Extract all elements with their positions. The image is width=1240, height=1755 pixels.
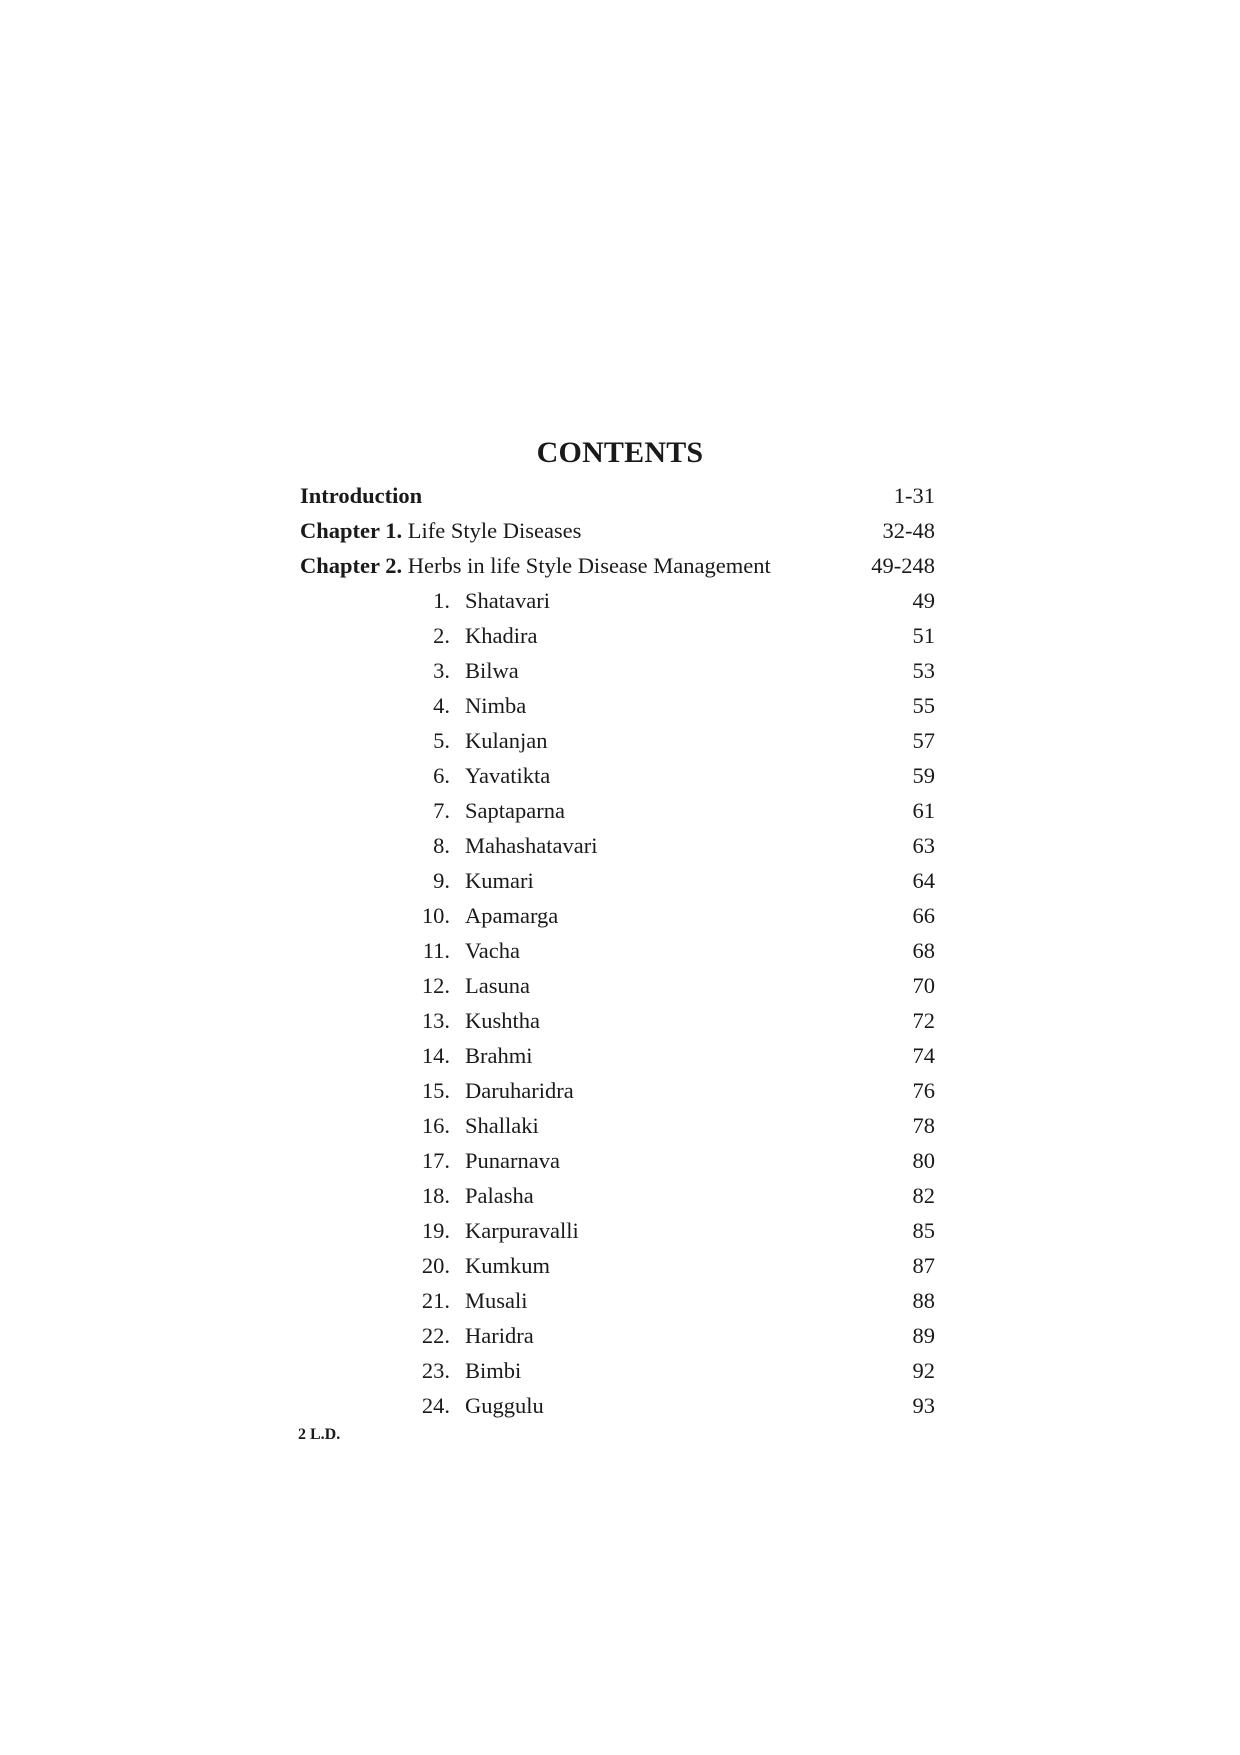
herb-number: 16. <box>421 1113 450 1138</box>
herb-name: Daruharidra <box>465 1078 574 1103</box>
herb-number: 5. <box>433 728 450 753</box>
herb-page-number: 55 <box>912 693 935 718</box>
herb-number: 9. <box>433 868 450 893</box>
herb-name: Khadira <box>465 623 538 648</box>
herb-name: Vacha <box>465 938 520 963</box>
herb-name: Kumkum <box>465 1253 551 1278</box>
herb-name: Kumari <box>465 868 534 893</box>
herb-row <box>300 898 935 933</box>
herb-number: 1. <box>433 588 450 613</box>
herb-number: 23. <box>421 1358 450 1383</box>
herb-row <box>300 933 935 968</box>
toc-row-chapter-1 <box>300 513 935 548</box>
herb-page-number: 49 <box>912 588 935 613</box>
herb-row <box>300 723 935 758</box>
herb-name: Saptaparna <box>465 798 565 823</box>
herb-name: Haridra <box>465 1323 534 1348</box>
herb-name: Shatavari <box>465 588 550 613</box>
toc-entry-pages: 1-31 <box>893 483 935 508</box>
herb-row <box>300 1388 935 1423</box>
herb-number: 22. <box>421 1323 450 1348</box>
herb-row <box>300 1178 935 1213</box>
herb-name: Bilwa <box>465 658 519 683</box>
herb-row <box>300 1038 935 1073</box>
toc-entry-text: Life Style Diseases <box>402 518 582 543</box>
herb-row <box>300 1353 935 1388</box>
herb-name: Musali <box>465 1288 528 1313</box>
herb-name: Lasuna <box>465 973 530 998</box>
herb-row <box>300 688 935 723</box>
herb-number: 20. <box>421 1253 450 1278</box>
herb-page-number: 63 <box>912 833 935 858</box>
toc-entry-bold: Chapter 1. <box>300 518 403 543</box>
toc-entry-bold: Chapter 2. <box>300 553 403 578</box>
herb-number: 13. <box>421 1008 450 1033</box>
herb-page-number: 80 <box>912 1148 935 1173</box>
herb-row <box>300 1108 935 1143</box>
herb-number: 18. <box>421 1183 450 1208</box>
herb-number: 10. <box>421 903 450 928</box>
herb-page-number: 87 <box>912 1253 935 1278</box>
herb-number: 17. <box>421 1148 450 1173</box>
herb-row <box>300 793 935 828</box>
herb-number: 21. <box>421 1288 450 1313</box>
herb-row <box>300 1213 935 1248</box>
herb-name: Yavatikta <box>465 763 551 788</box>
herb-page-number: 59 <box>912 763 935 788</box>
page-title: CONTENTS <box>536 436 704 469</box>
herb-list <box>300 583 935 1423</box>
herb-name: Bimbi <box>465 1358 522 1383</box>
toc-row-chapter-2 <box>300 548 935 583</box>
herb-name: Palasha <box>465 1183 534 1208</box>
herb-number: 6. <box>433 763 450 788</box>
herb-number: 19. <box>421 1218 450 1243</box>
herb-page-number: 85 <box>912 1218 935 1243</box>
herb-name: Punarnava <box>465 1148 560 1173</box>
herb-number: 2. <box>433 623 450 648</box>
herb-number: 24. <box>421 1393 450 1418</box>
herb-page-number: 88 <box>912 1288 935 1313</box>
herb-row <box>300 618 935 653</box>
herb-row <box>300 1143 935 1178</box>
herb-page-number: 57 <box>912 728 935 753</box>
herb-page-number: 64 <box>912 868 935 893</box>
herb-number: 3. <box>433 658 450 683</box>
herb-page-number: 51 <box>912 623 935 648</box>
herb-row <box>300 758 935 793</box>
toc-row-introduction <box>300 478 935 513</box>
herb-name: Kulanjan <box>465 728 548 753</box>
herb-name: Karpuravalli <box>465 1218 579 1243</box>
herb-page-number: 74 <box>912 1043 935 1068</box>
herb-row <box>300 653 935 688</box>
herb-number: 7. <box>433 798 450 823</box>
toc-entry-pages: 49-248 <box>871 553 935 578</box>
toc-entry-bold: Introduction <box>300 483 423 508</box>
herb-page-number: 78 <box>912 1113 935 1138</box>
toc-entry-label <box>300 478 422 513</box>
herb-row <box>300 863 935 898</box>
herb-name: Apamarga <box>465 903 559 928</box>
herb-page-number: 61 <box>912 798 935 823</box>
herb-page-number: 66 <box>912 903 935 928</box>
herb-page-number: 82 <box>912 1183 935 1208</box>
table-of-contents <box>300 478 935 1423</box>
herb-number: 4. <box>433 693 450 718</box>
herb-row <box>300 1283 935 1318</box>
herb-number: 15. <box>421 1078 450 1103</box>
toc-entry-pages: 32-48 <box>882 518 935 543</box>
herb-number: 12. <box>421 973 450 998</box>
herb-name: Shallaki <box>465 1113 539 1138</box>
herb-page-number: 93 <box>912 1393 935 1418</box>
toc-entry-label <box>300 513 581 548</box>
herb-page-number: 72 <box>912 1008 935 1033</box>
herb-page-number: 53 <box>912 658 935 683</box>
herb-row <box>300 583 935 618</box>
toc-entry-label <box>300 548 771 583</box>
herb-row <box>300 968 935 1003</box>
herb-name: Mahashatavari <box>465 833 598 858</box>
herb-name: Kushtha <box>465 1008 540 1033</box>
herb-row <box>300 828 935 863</box>
herb-name: Brahmi <box>465 1043 533 1068</box>
herb-row <box>300 1248 935 1283</box>
herb-page-number: 92 <box>912 1358 935 1383</box>
herb-number: 8. <box>433 833 450 858</box>
herb-page-number: 89 <box>912 1323 935 1348</box>
herb-page-number: 70 <box>912 973 935 998</box>
toc-entry-text: Herbs in life Style Disease Management <box>402 553 771 578</box>
herb-row <box>300 1318 935 1353</box>
page-footer-signature: 2 L.D. <box>298 1426 341 1443</box>
herb-page-number: 68 <box>912 938 935 963</box>
herb-name: Nimba <box>465 693 527 718</box>
herb-row <box>300 1003 935 1038</box>
herb-number: 11. <box>422 938 450 963</box>
herb-row <box>300 1073 935 1108</box>
herb-number: 14. <box>421 1043 450 1068</box>
herb-page-number: 76 <box>912 1078 935 1103</box>
herb-name: Guggulu <box>465 1393 544 1418</box>
